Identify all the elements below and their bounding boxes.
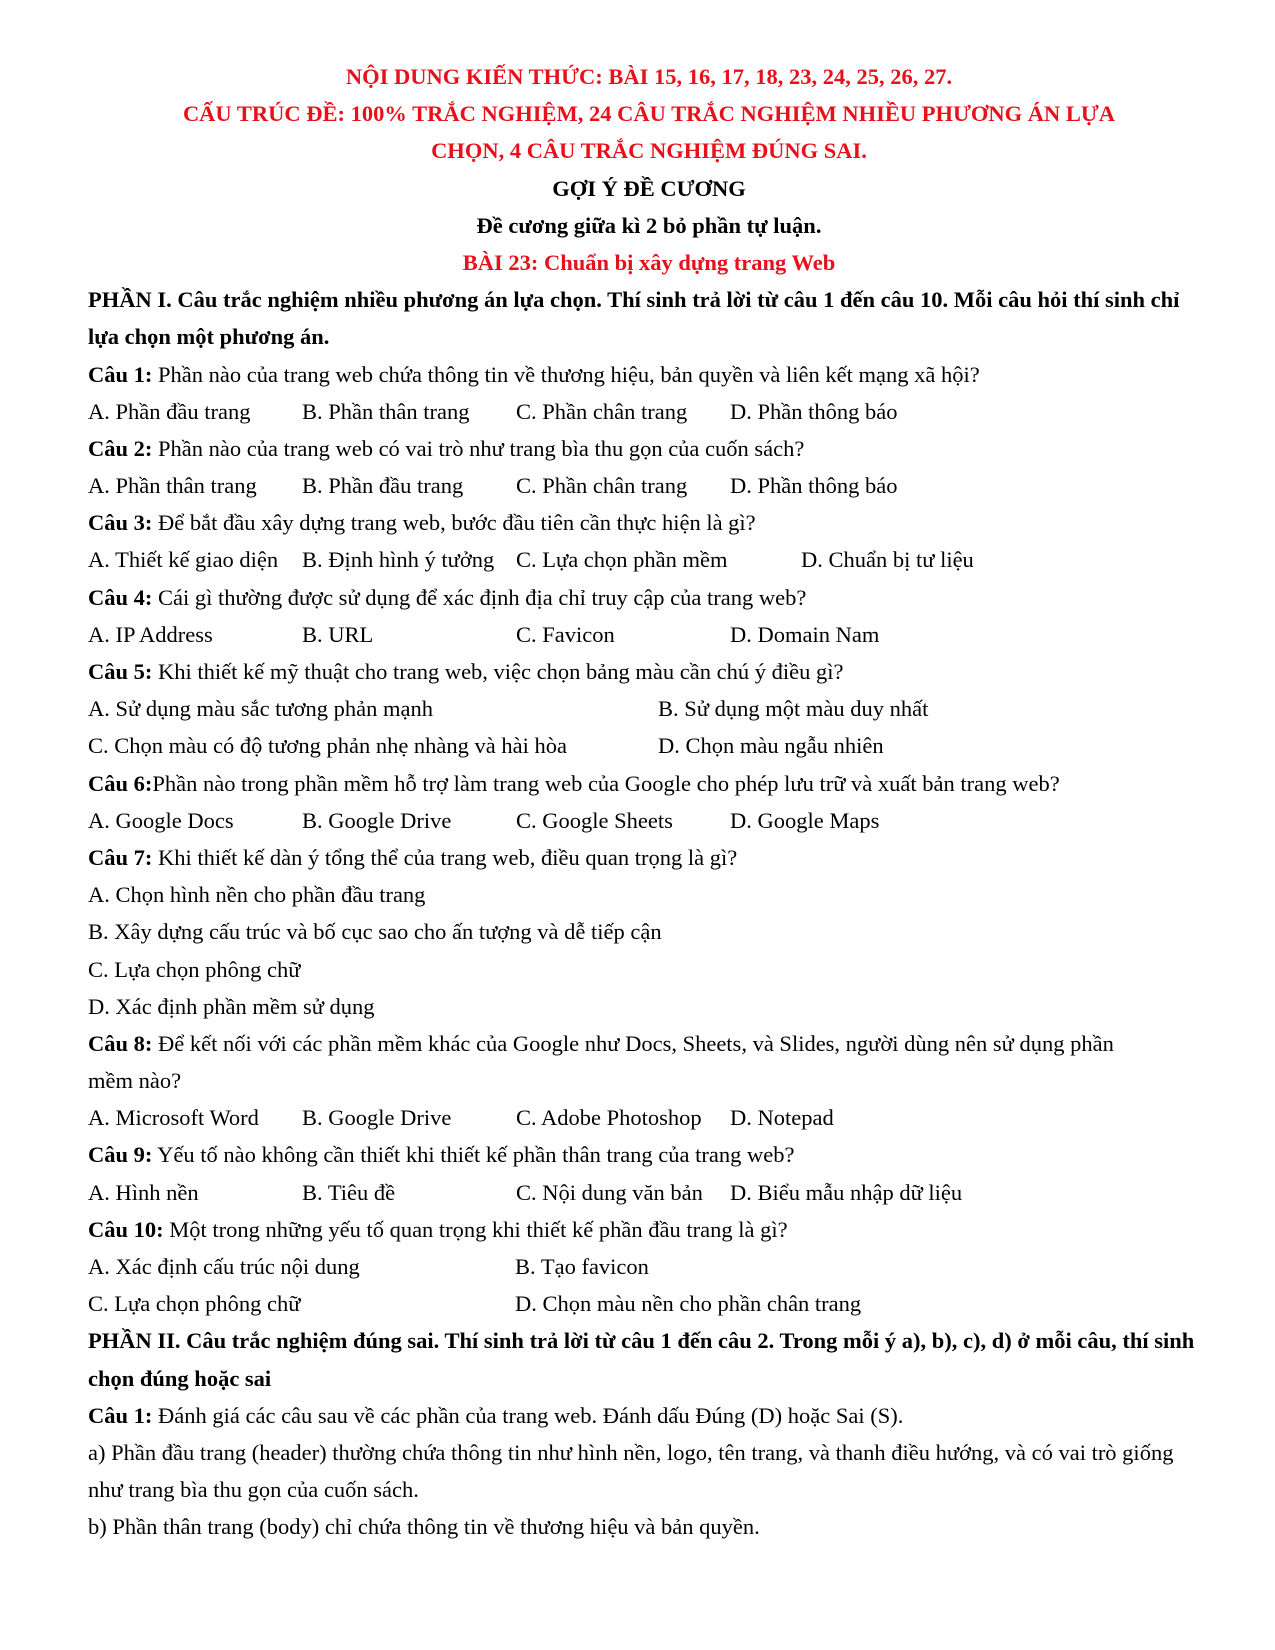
question-label: Câu 3:	[88, 510, 153, 536]
question-label: Câu 10:	[88, 1216, 164, 1242]
option-a: A. Phần thân trang	[88, 473, 257, 499]
question-5	[88, 653, 1210, 690]
question-label: Câu 1:	[88, 361, 153, 387]
option-b: B. Phần đầu trang	[302, 473, 464, 499]
option-d: D. Notepad	[730, 1105, 834, 1131]
option-a: A. Phần đầu trang	[88, 398, 251, 424]
question-label: Câu 2:	[88, 435, 153, 461]
statement-b: b) Phần thân trang (body) chỉ chứa thông tin về thương hiệu và bản quyền.	[88, 1514, 760, 1540]
option-a: A. Thiết kế giao diện	[88, 547, 279, 573]
lesson-title: BÀI 23: Chuẩn bị xây dựng trang Web	[462, 249, 836, 275]
question-text: Đánh giá các câu sau về các phần của trang web. Đánh dấu Đúng (D) hoặc Sai (S).	[152, 1402, 904, 1428]
question-label: Câu 5:	[88, 659, 153, 685]
option-d: D. Domain Nam	[730, 621, 880, 647]
option-c: C. Favicon	[516, 621, 615, 647]
question-text: Khi thiết kế dàn ý tổng thể của trang web, điều quan trọng là gì?	[152, 844, 738, 870]
question-text: Yếu tố nào không cần thiết khi thiết kế phần thân trang của trang web?	[152, 1142, 795, 1168]
header-structure-line-2: CHỌN, 4 CÂU TRẮC NGHIỆM ĐÚNG SAI.	[431, 138, 867, 164]
option-d: D. Chọn màu nền cho phần chân trang	[515, 1291, 862, 1317]
question-label: Câu 1:	[88, 1402, 153, 1428]
part2-question-1	[88, 1397, 1210, 1434]
part1-title: PHẦN I. Câu trắc nghiệm nhiều phương án lựa chọn. Thí sinh trả lời từ câu 1 đến câu 10. Mỗi câu hỏi thí sinh chỉ lựa chọn một phương án.	[88, 287, 1180, 350]
options-row	[88, 541, 1210, 578]
option-c: C. Lựa chọn phông chữ	[88, 1291, 301, 1317]
option-d: D. Phần thông báo	[730, 398, 898, 424]
option-c: C. Lựa chọn phông chữ	[88, 956, 301, 982]
question-7	[88, 839, 1210, 876]
option-b: B. Tiêu đề	[302, 1179, 396, 1205]
option-a: A. Sử dụng màu sắc tương phản mạnh	[88, 696, 433, 722]
option-c: C. Adobe Photoshop	[516, 1105, 702, 1131]
option-d: D. Xác định phần mềm sử dụng	[88, 993, 375, 1019]
question-text: Một trong những yếu tố quan trọng khi thiết kế phần đầu trang là gì?	[163, 1216, 788, 1242]
options-row	[88, 1248, 1210, 1285]
option-c: C. Lựa chọn phần mềm	[516, 547, 728, 573]
option-d: D. Chọn màu ngẫu nhiên	[658, 733, 884, 759]
options-row	[88, 1285, 1210, 1322]
question-text: Phần nào của trang web chứa thông tin về thương hiệu, bản quyền và liên kết mạng xã hội?	[152, 361, 980, 387]
question-4	[88, 579, 1210, 616]
option-a: A. Google Docs	[88, 807, 234, 833]
question-label: Câu 9:	[88, 1142, 153, 1168]
question-6	[88, 765, 1210, 802]
question-8	[88, 1025, 1210, 1062]
question-text: Phần nào trong phần mềm hỗ trợ làm trang web của Google cho phép lưu trữ và xuất bản trang web?	[152, 770, 1060, 796]
option-c: C. Phần chân trang	[516, 398, 688, 424]
document-page	[88, 58, 1210, 1546]
option-d: D. Google Maps	[730, 807, 880, 833]
option-d: D. Biểu mẫu nhập dữ liệu	[730, 1179, 963, 1205]
question-text: Khi thiết kế mỹ thuật cho trang web, việc chọn bảng màu cần chú ý điều gì?	[152, 659, 844, 685]
question-label: Câu 8:	[88, 1030, 153, 1056]
options-row	[88, 802, 1210, 839]
option-b: B. Google Drive	[302, 1105, 452, 1131]
option-b: B. Phần thân trang	[302, 398, 470, 424]
header-structure-line: CẤU TRÚC ĐỀ: 100% TRẮC NGHIỆM, 24 CÂU TRẮC NGHIỆM NHIỀU PHƯƠNG ÁN LỰA	[182, 101, 1116, 127]
option-a: A. IP Address	[88, 621, 213, 647]
option-c: C. Nội dung văn bản	[516, 1179, 703, 1205]
statement-a: a) Phần đầu trang (header) thường chứa thông tin như hình nền, logo, tên trang, và thanh điều hướng, và có vai trò giống như trang bìa thu gọn của cuốn sách.	[88, 1440, 1174, 1503]
outline-title: GỢI Ý ĐỀ CƯƠNG	[552, 175, 746, 201]
option-c: C. Google Sheets	[516, 807, 673, 833]
question-label: Câu 4:	[88, 584, 153, 610]
question-label: Câu 7:	[88, 844, 153, 870]
question-text: Cái gì thường được sử dụng để xác định địa chỉ truy cập của trang web?	[152, 584, 807, 610]
option-a: A. Microsoft Word	[88, 1105, 259, 1131]
option-a: A. Hình nền	[88, 1179, 199, 1205]
question-label: Câu 6:	[88, 770, 153, 796]
option-b: B. Google Drive	[302, 807, 452, 833]
header-content-line: NỘI DUNG KIẾN THỨC: BÀI 15, 16, 17, 18, 23, 24, 25, 26, 27.	[345, 64, 953, 89]
question-2	[88, 430, 1210, 467]
question-text: Để kết nối với các phần mềm khác của Google như Docs, Sheets, và Slides, người dùng nên sử dụng phần	[152, 1030, 1114, 1056]
question-text: Để bắt đầu xây dựng trang web, bước đầu tiên cần thực hiện là gì?	[152, 510, 756, 536]
question-1	[88, 356, 1210, 393]
question-text-continued: mềm nào?	[88, 1068, 182, 1094]
options-row	[88, 393, 1210, 430]
option-d: D. Phần thông báo	[730, 473, 898, 499]
options-row	[88, 727, 1210, 764]
option-c: C. Chọn màu có độ tương phản nhẹ nhàng và hài hòa	[88, 733, 568, 759]
options-row	[88, 1099, 1210, 1136]
option-c: C. Phần chân trang	[516, 473, 688, 499]
option-b: B. Sử dụng một màu duy nhất	[658, 696, 929, 722]
option-b: B. Tạo favicon	[515, 1254, 649, 1280]
question-3	[88, 504, 1210, 541]
outline-note: Đề cương giữa kì 2 bỏ phần tự luận.	[476, 212, 822, 238]
options-row	[88, 467, 1210, 504]
option-d: D. Chuẩn bị tư liệu	[801, 547, 974, 573]
option-a: A. Xác định cấu trúc nội dung	[88, 1254, 360, 1280]
part2-title: PHẦN II. Câu trắc nghiệm đúng sai. Thí sinh trả lời từ câu 1 đến câu 2. Trong mỗi ý a), b), c), d) ở mỗi câu, thí sinh chọn đúng hoặc sai	[88, 1328, 1195, 1391]
question-10	[88, 1211, 1210, 1248]
options-row	[88, 1174, 1210, 1211]
option-b: B. URL	[302, 621, 374, 647]
question-text: Phần nào của trang web có vai trò như trang bìa thu gọn của cuốn sách?	[152, 435, 805, 461]
options-row	[88, 690, 1210, 727]
question-9	[88, 1136, 1210, 1173]
option-a: A. Chọn hình nền cho phần đầu trang	[88, 882, 426, 908]
option-b: B. Định hình ý tưởng	[302, 547, 495, 573]
option-b: B. Xây dựng cấu trúc và bố cục sao cho ấn tượng và dễ tiếp cận	[88, 919, 662, 945]
options-row	[88, 616, 1210, 653]
